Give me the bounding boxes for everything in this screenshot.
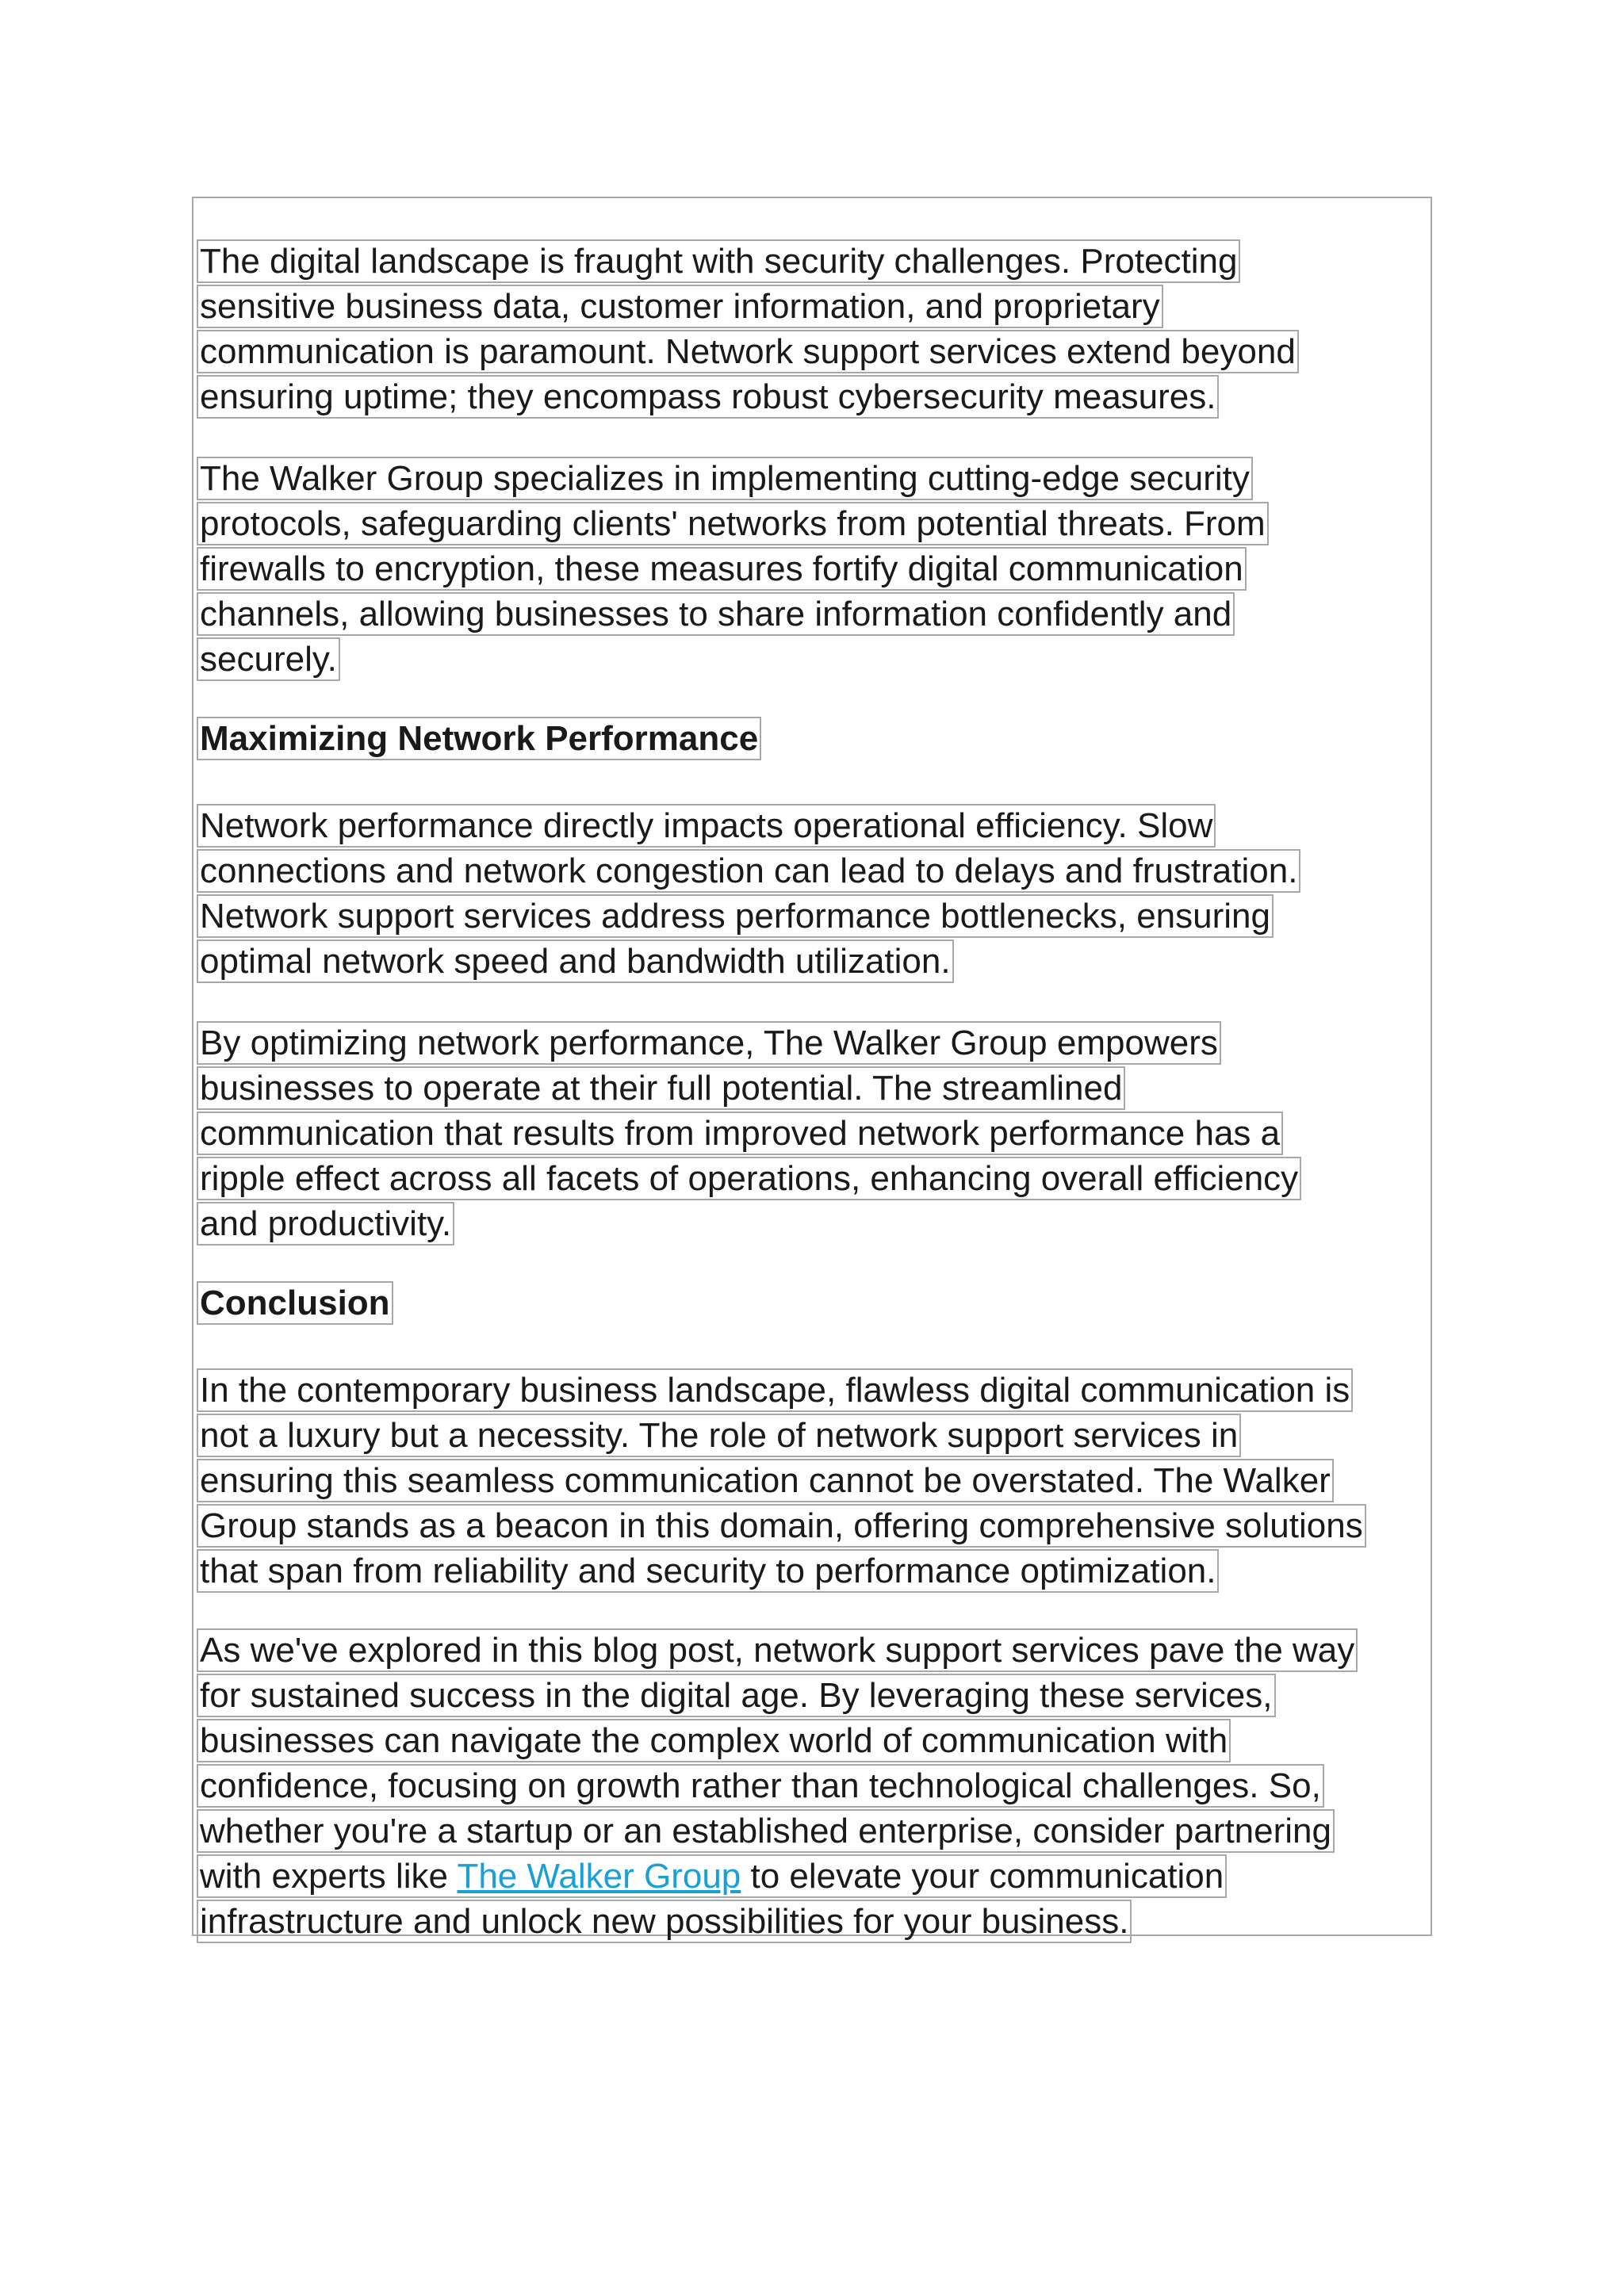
text-line: As we've explored in this blog post, network support services pave the way bbox=[197, 1628, 1358, 1672]
text-line: securely. bbox=[197, 637, 340, 681]
text-line: The Walker Group specializes in implementing cutting-edge security bbox=[197, 457, 1253, 500]
text-line: for sustained success in the digital age. By leveraging these services, bbox=[197, 1674, 1276, 1717]
text-line: connections and network congestion can lead to delays and frustration. bbox=[197, 849, 1300, 893]
heading-network-performance bbox=[197, 717, 761, 762]
text-line: businesses can navigate the complex world of communication with bbox=[197, 1719, 1231, 1762]
text-line: businesses to operate at their full potential. The streamlined bbox=[197, 1066, 1125, 1110]
text-line: protocols, safeguarding clients' networks from potential threats. From bbox=[197, 502, 1269, 545]
section-heading: Conclusion bbox=[197, 1281, 393, 1325]
link-suffix-text: to elevate your communication bbox=[741, 1857, 1224, 1896]
text-line: communication that results from improved network performance has a bbox=[197, 1112, 1283, 1155]
heading-conclusion bbox=[197, 1281, 393, 1326]
text-line: infrastructure and unlock new possibilities for your business. bbox=[197, 1900, 1132, 1943]
text-line: Network support services address performance bottlenecks, ensuring bbox=[197, 894, 1274, 938]
link-prefix-text: with experts like bbox=[200, 1857, 458, 1896]
paragraph-closing bbox=[197, 1628, 1358, 1945]
text-line: Group stands as a beacon in this domain, offering comprehensive solutions bbox=[197, 1504, 1366, 1548]
text-line: sensitive business data, customer information, and proprietary bbox=[197, 285, 1163, 328]
text-line: firewalls to encryption, these measures fortify digital communication bbox=[197, 547, 1247, 591]
section-heading: Maximizing Network Performance bbox=[197, 717, 761, 760]
text-line: optimal network speed and bandwidth utilization. bbox=[197, 939, 954, 983]
paragraph-network-performance bbox=[197, 804, 1300, 985]
text-line: whether you're a startup or an established enterprise, consider partnering bbox=[197, 1809, 1335, 1853]
paragraph-conclusion bbox=[197, 1368, 1366, 1594]
text-line: By optimizing network performance, The Walker Group empowers bbox=[197, 1021, 1221, 1065]
text-line: ensuring uptime; they encompass robust cybersecurity measures. bbox=[197, 375, 1219, 419]
text-line: communication is paramount. Network support services extend beyond bbox=[197, 330, 1299, 373]
text-line: ripple effect across all facets of operations, enhancing overall efficiency bbox=[197, 1157, 1301, 1200]
text-line: ensuring this seamless communication cannot be overstated. The Walker bbox=[197, 1459, 1334, 1502]
text-line: and productivity. bbox=[197, 1202, 454, 1246]
text-line: confidence, focusing on growth rather than technological challenges. So, bbox=[197, 1764, 1324, 1808]
paragraph-security-challenges bbox=[197, 239, 1299, 420]
text-line: that span from reliability and security to performance optimization. bbox=[197, 1549, 1219, 1593]
text-line: Network performance directly impacts operational efficiency. Slow bbox=[197, 804, 1216, 848]
paragraph-walker-security bbox=[197, 457, 1269, 683]
text-line-with-link bbox=[197, 1854, 1227, 1898]
paragraph-optimizing-performance bbox=[197, 1021, 1301, 1247]
text-line: not a luxury but a necessity. The role of network support services in bbox=[197, 1414, 1241, 1457]
text-line: In the contemporary business landscape, flawless digital communication is bbox=[197, 1368, 1353, 1412]
text-line: channels, allowing businesses to share information confidently and bbox=[197, 592, 1235, 636]
walker-group-link[interactable]: The Walker Group bbox=[457, 1857, 741, 1896]
text-line: The digital landscape is fraught with security challenges. Protecting bbox=[197, 239, 1240, 283]
